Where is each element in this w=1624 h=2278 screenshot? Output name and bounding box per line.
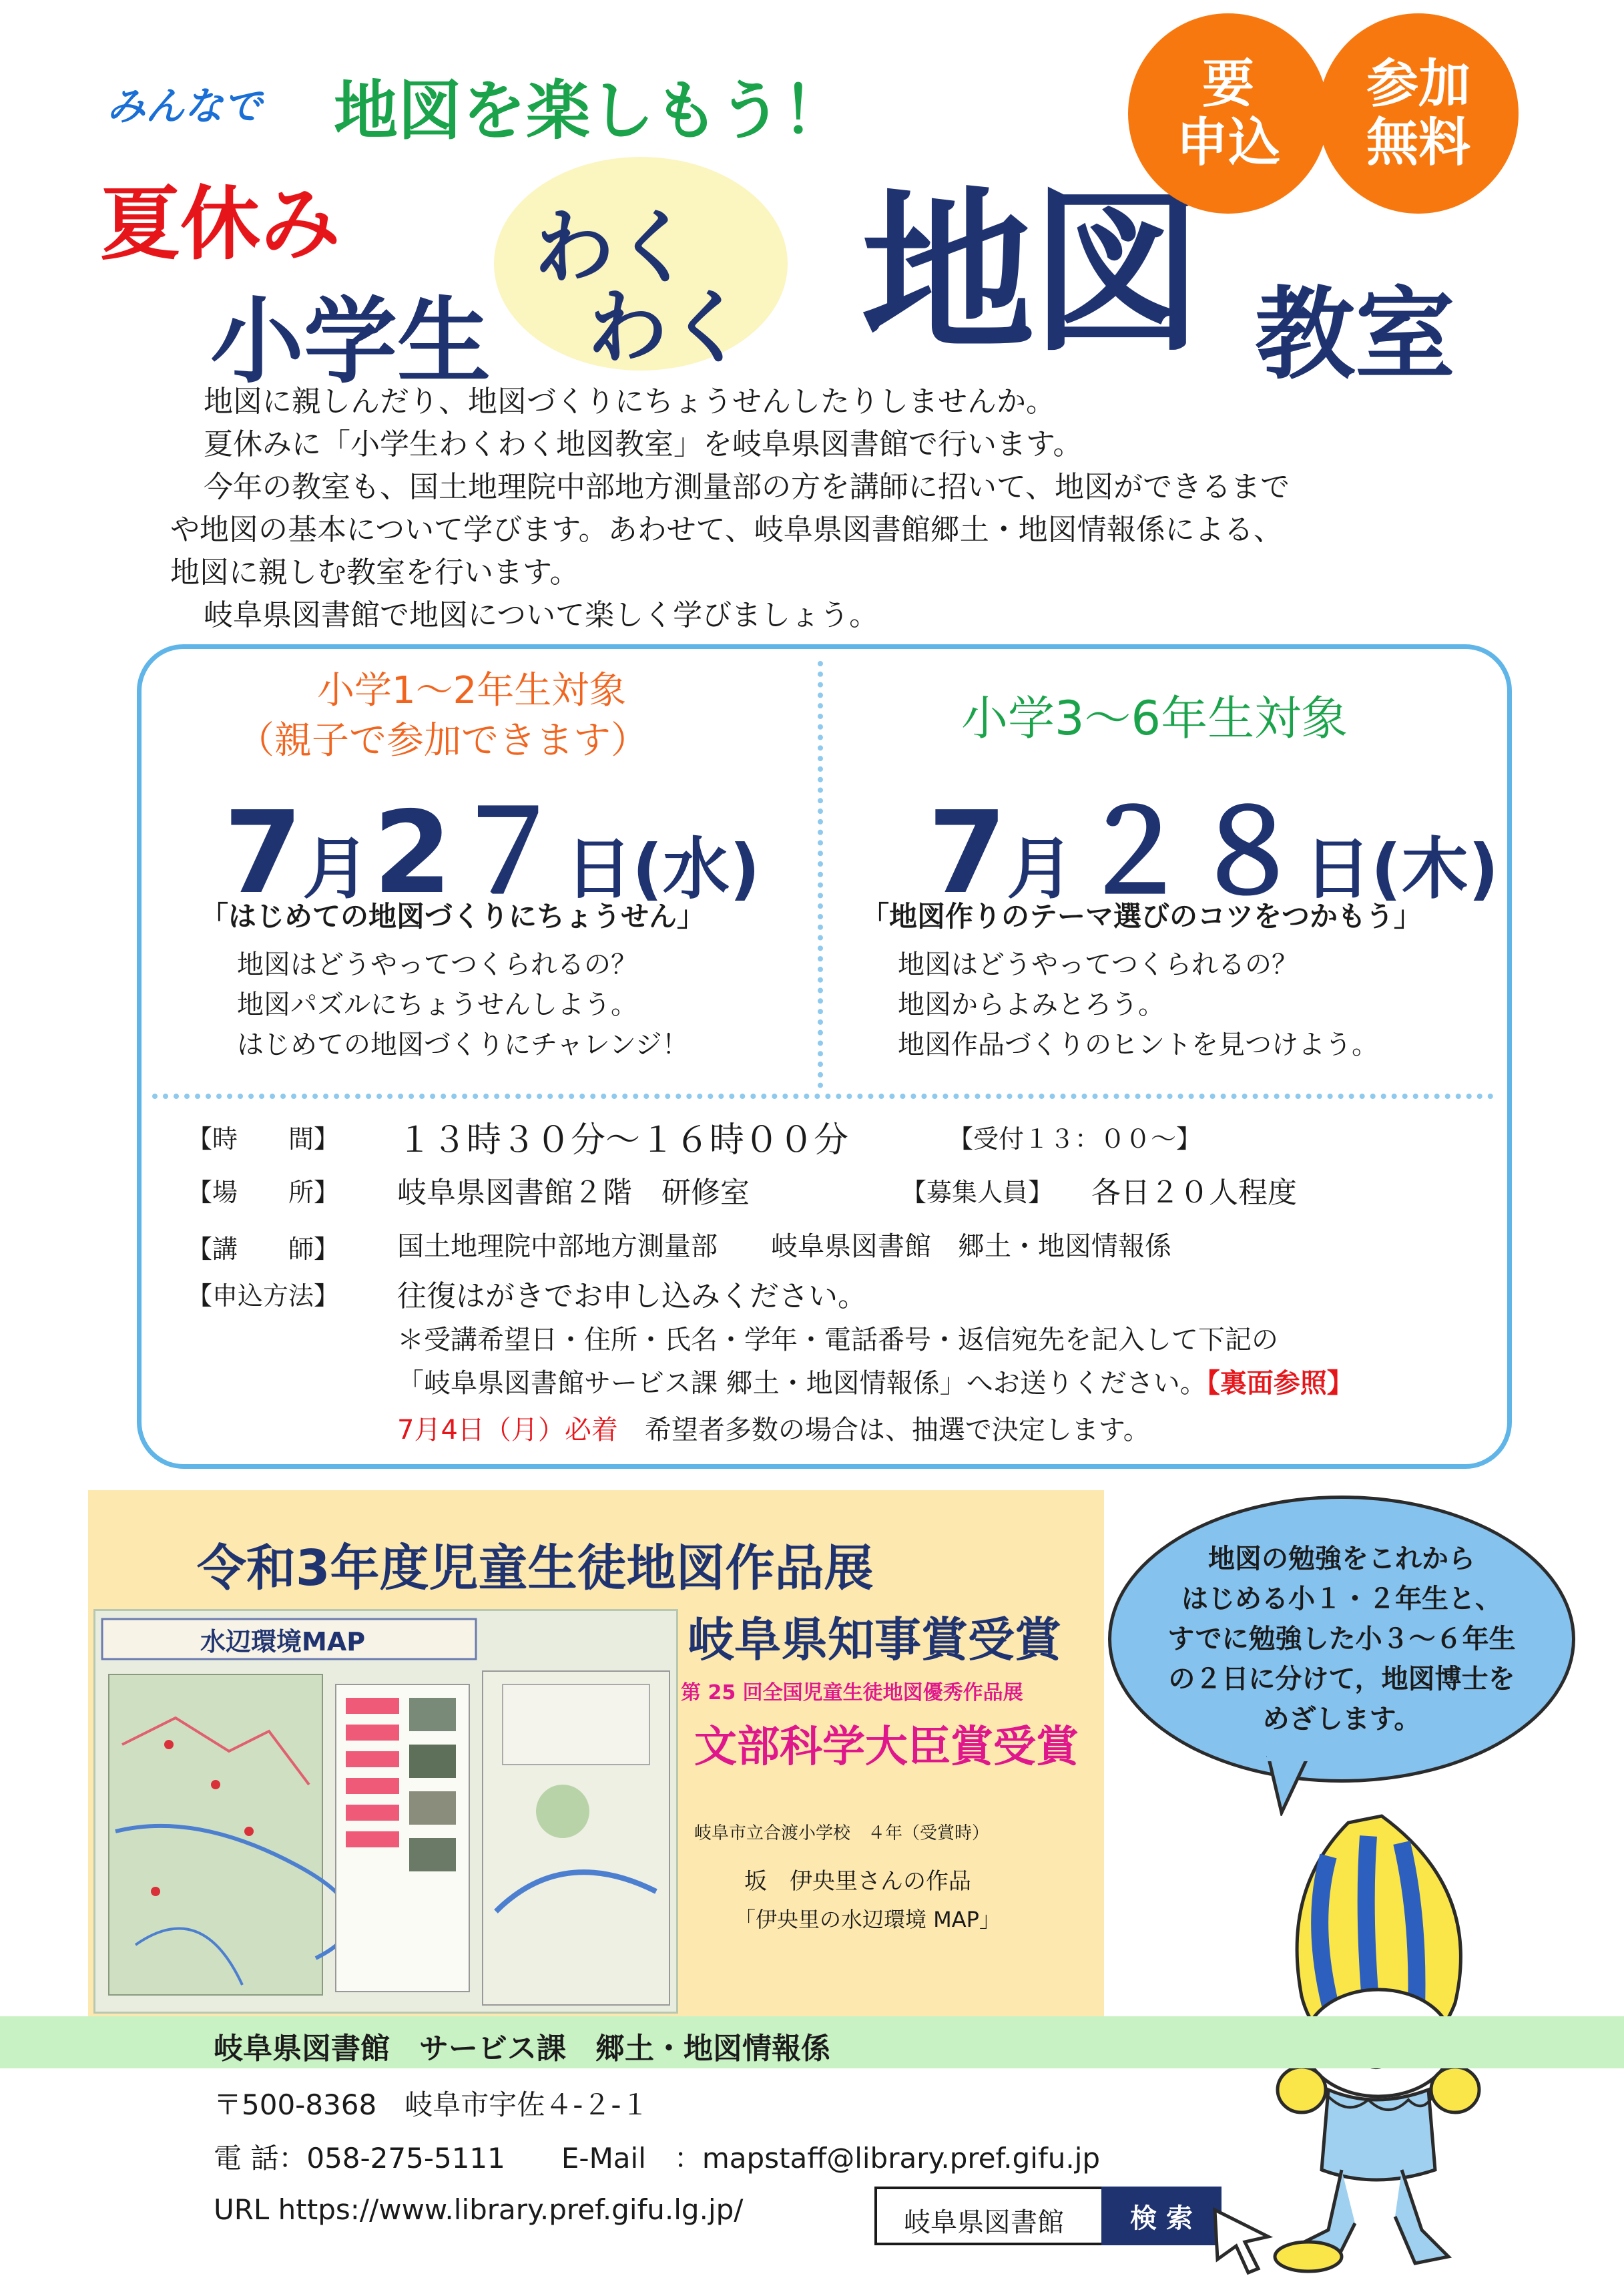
exhibit-contest: 第 25 回全国児童生徒地図優秀作品展: [681, 1681, 1023, 1704]
place-label: 【場 所】: [187, 1178, 340, 1207]
exhibit-work: 「伊央里の水辺環境 MAP」: [734, 1907, 1001, 1932]
apply-note-2: [397, 1362, 1354, 1400]
bubble-line-2: はじめる小１・２年生と、: [1181, 1584, 1502, 1614]
session2-weekday: (木): [1370, 830, 1499, 908]
session2-theme: 「地図作りのテーマ選びのコツをつかもう」: [861, 900, 1422, 933]
session1-desc-3: はじめての地図づくりにチャレンジ！: [237, 1030, 689, 1060]
header-minnade: みんなで: [107, 83, 262, 129]
session1-desc: [237, 945, 689, 1065]
header-tanoshimou: 地図を楽しもう！: [334, 73, 846, 148]
session2-day: ２８: [1077, 787, 1304, 919]
session2-desc: [898, 945, 1378, 1065]
header-waku-1: わく: [534, 202, 694, 294]
bubble-line-4: の２日に分けて，地図博士を: [1168, 1664, 1515, 1694]
lecturer-label: 【講 師】: [187, 1234, 340, 1264]
footer-address: 〒500-8368 岐阜市宇佐４-２-１: [214, 2088, 649, 2121]
place-value: 岐阜県図書館２階 研修室: [397, 1176, 750, 1210]
session2-desc-3: 地図作品づくりのヒントを見つけよう。: [898, 1030, 1378, 1060]
time-label: 【時 間】: [187, 1124, 340, 1154]
header-kyoshitsu: 教室: [1255, 277, 1456, 393]
session1-weekday: (水): [632, 830, 760, 908]
intro-text: [170, 381, 1505, 637]
session1-target: 小学1～2年生対象: [317, 669, 627, 712]
bubble-line-1: 地図の勉強をこれから: [1207, 1544, 1475, 1574]
session2-target: 小学3～6年生対象: [961, 691, 1348, 746]
header-chizu: 地図: [861, 173, 1200, 375]
speech-bubble: [1108, 1496, 1575, 1783]
session-divider-horizontal: [152, 1094, 1494, 1099]
deadline-line: [397, 1409, 1150, 1447]
lecturer-value: 国土地理院中部地方測量部 岐阜県図書館 郷土・地図情報係: [397, 1231, 1171, 1262]
deadline: 7月4日（月）必着: [397, 1415, 618, 1445]
session1-note: （親子で参加できます）: [237, 719, 648, 762]
session1-month-unit: 月: [302, 830, 370, 908]
lottery-note: 希望者多数の場合は、抽選で決定します。: [644, 1415, 1150, 1445]
intro-line-4: や地図の基本について学びます。あわせて、岐阜県図書館郷土・地図情報係による、: [170, 513, 1283, 547]
footer-organization: 岐阜県図書館 サービス課 郷土・地図情報係: [214, 2032, 830, 2066]
exhibit-award-1: 岐阜県知事賞受賞: [688, 1612, 1061, 1667]
search-button[interactable]: 検 索: [1101, 2187, 1222, 2245]
header-shogakusei: 小学生: [210, 288, 491, 397]
apply-value: 往復はがきでお申し込みください。: [397, 1279, 867, 1313]
session1-month: 7: [224, 787, 303, 919]
time-value: １３時３０分～１６時００分: [397, 1120, 849, 1160]
header-waku-2: わく: [587, 282, 748, 375]
intro-line-6: 岐阜県図書館で地図について楽しく学びましょう。: [204, 598, 879, 632]
apply-note-1: ＊受講希望日・住所・氏名・学年・電話番号・返信宛先を記入して下記の: [397, 1325, 1278, 1355]
session2-desc-1: 地図はどうやってつくられるの？: [898, 949, 1298, 980]
map-illustration: [95, 1611, 676, 2012]
search-input[interactable]: 岐阜県図書館: [904, 2207, 1064, 2238]
intro-line-3: 今年の教室も、国土地理院中部地方測量部の方を講師に招いて、地図ができるまで: [204, 470, 1290, 504]
map-title-label: 水辺環境MAP: [200, 1627, 366, 1656]
apply-label: 【申込方法】: [187, 1281, 340, 1311]
apply-reference: 【裏面参照】: [1206, 1368, 1354, 1399]
session1-day-unit: 日: [565, 830, 633, 908]
session1-desc-2: 地図パズルにちょうせんしよう。: [237, 989, 637, 1020]
intro-line-1: 地図に親しんだり、地図づくりにちょうせんしたりしませんか。: [204, 385, 1055, 419]
session2-month-unit: 月: [1007, 830, 1074, 908]
free-badge: 参加 無料: [1318, 13, 1519, 214]
capacity-label: 【募集人員】: [901, 1178, 1054, 1207]
capacity-value: 各日２０人程度: [1091, 1176, 1297, 1210]
exhibit-award-2: 文部科学大臣賞受賞: [694, 1723, 1079, 1772]
exhibit-title: 令和3年度児童生徒地図作品展: [197, 1540, 874, 1597]
session1-day: 2７: [372, 787, 566, 919]
session2-day-unit: 日: [1304, 830, 1371, 908]
bubble-line-3: すでに勉強した小３～６年生: [1167, 1624, 1516, 1654]
intro-line-5: 地図に親しむ教室を行います。: [170, 555, 579, 590]
bubble-line-5: めざします。: [1262, 1704, 1421, 1735]
session-divider-vertical: [818, 661, 823, 1088]
session1-desc-1: 地図はどうやってつくられるの？: [237, 949, 637, 980]
intro-line-2: 夏休みに「小学生わくわく地図教室」を岐阜県図書館で行います。: [204, 427, 1083, 461]
footer-url[interactable]: URL https://www.library.pref.gifu.lg.jp/: [214, 2193, 744, 2226]
reception-time: 【受付１３：００～】: [948, 1124, 1202, 1154]
exhibit-school: 岐阜市立合渡小学校 ４年（受賞時）: [694, 1823, 990, 1843]
header-natsuyasumi: 夏休み: [100, 178, 340, 271]
session2-desc-2: 地図からよみとろう。: [898, 989, 1165, 1020]
session2-month: 7: [928, 787, 1007, 919]
apply-note-2-text: 「岐阜県図書館サービス課 郷土・地図情報係」へお送りください。: [397, 1368, 1207, 1399]
footer-contact: 電 話：058-275-5111 E-Mail ：mapstaff@library.pref.gifu.jp: [214, 2142, 1101, 2175]
exhibit-author: 坂 伊央里さんの作品: [744, 1868, 971, 1895]
apply-required-badge: 要 申込: [1128, 13, 1328, 214]
award-map-image: [93, 1609, 678, 2014]
session1-theme: 「はじめての地図づくりにちょうせん」: [200, 900, 706, 933]
cursor-arrow-icon: [1208, 2203, 1282, 2277]
